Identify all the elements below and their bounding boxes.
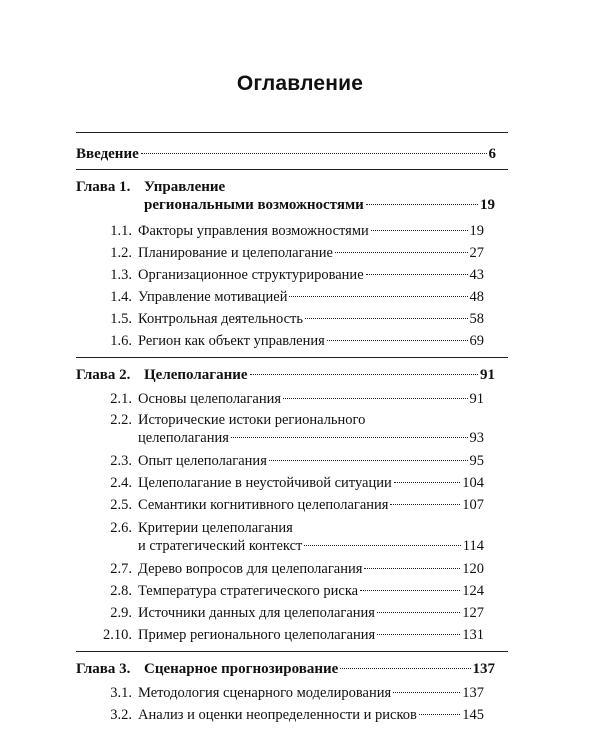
section-number: 2.3. (110, 453, 132, 469)
section-page: 137 (462, 685, 484, 701)
section-title: Семантики когнитивного целеполагания (138, 497, 389, 513)
section-title-line1: Исторические истоки регионального (138, 412, 366, 428)
section-page: 93 (469, 430, 484, 446)
section-title: Организационное структурирование (138, 267, 364, 283)
dot-leader (364, 568, 460, 569)
section-number: 1.3. (110, 267, 132, 283)
toc-intro-body (76, 145, 496, 163)
dot-leader (269, 460, 468, 461)
section-title: Опыт целеполагания (138, 453, 267, 469)
divider (76, 132, 508, 133)
section-title: Регион как объект управления (138, 333, 325, 349)
section-body (138, 390, 484, 408)
dot-leader (377, 612, 460, 613)
section-body (138, 288, 484, 306)
dot-leader (304, 545, 460, 546)
section-body (138, 222, 484, 240)
section-title: Целеполагание в неустойчивой ситуации (138, 475, 392, 491)
section-number: 2.4. (110, 475, 132, 491)
dot-leader (377, 634, 460, 635)
section-body (138, 684, 484, 702)
section-title: Факторы управления возможностями (138, 223, 369, 239)
chapter-page: 91 (480, 367, 495, 383)
section-body (138, 604, 484, 622)
section-page: 58 (469, 311, 484, 327)
dot-leader (335, 252, 468, 253)
section-title: и стратегический контекст (138, 538, 303, 554)
dot-leader (393, 692, 460, 693)
section-number: 2.10. (103, 627, 132, 643)
section-page: 145 (462, 707, 484, 723)
section-page: 120 (462, 561, 484, 577)
chapter-label: Глава 3. (76, 661, 131, 677)
section-title: Основы целеполагания (138, 391, 282, 407)
dot-leader (360, 590, 460, 591)
section-page: 124 (462, 583, 484, 599)
section-body (138, 452, 484, 470)
section-page: 69 (469, 333, 484, 349)
section-body (138, 474, 484, 492)
section-number: 2.2. (110, 412, 132, 428)
section-body (138, 332, 484, 350)
section-title: Методология сценарного моделирования (138, 685, 392, 701)
divider (76, 169, 508, 170)
dot-leader (394, 482, 461, 483)
chapter-page: 19 (480, 197, 495, 213)
section-title: Контрольная деятельность (138, 311, 303, 327)
section-body (138, 626, 484, 644)
chapter-label: Глава 1. (76, 179, 131, 195)
section-title: Анализ и оценки неопределенности и рисков (138, 707, 417, 723)
section-page: 127 (462, 605, 484, 621)
section-number: 1.2. (110, 245, 132, 261)
section-body (138, 582, 484, 600)
section-title: целеполагания (138, 430, 229, 446)
dot-leader (327, 340, 468, 341)
section-number: 3.1. (110, 685, 132, 701)
toc-intro-page: 6 (488, 146, 496, 162)
section-title: Управление мотивацией (138, 289, 288, 305)
dot-leader (371, 230, 468, 231)
section-page: 104 (462, 475, 484, 491)
chapter-label: Глава 2. (76, 367, 131, 383)
section-page: 19 (469, 223, 484, 239)
section-number: 2.9. (110, 605, 132, 621)
dot-leader (141, 153, 487, 154)
dot-leader (250, 374, 478, 375)
section-number: 2.8. (110, 583, 132, 599)
section-page: 95 (469, 453, 484, 469)
section-page: 91 (469, 391, 484, 407)
page-title: Оглавление (236, 72, 364, 95)
chapter-page: 137 (472, 661, 495, 677)
chapter-title: Сценарное прогнозирование (144, 661, 339, 677)
toc-intro-label: Введение (76, 146, 139, 162)
section-number: 2.1. (110, 391, 132, 407)
section-title-line1: Критерии целеполагания (138, 520, 293, 536)
section-number: 2.7. (110, 561, 132, 577)
section-number: 2.6. (110, 520, 132, 536)
section-body (138, 310, 484, 328)
section-number: 3.2. (110, 707, 132, 723)
section-page: 27 (469, 245, 484, 261)
chapter-title-line2: региональными возможностями (144, 197, 364, 213)
section-body (138, 244, 484, 262)
section-number: 1.4. (110, 289, 132, 305)
section-number: 1.6. (110, 333, 132, 349)
dot-leader (305, 318, 468, 319)
section-page: 107 (462, 497, 484, 513)
chapter-body (144, 660, 495, 678)
dot-leader (366, 204, 478, 205)
section-page: 131 (462, 627, 484, 643)
section-body (138, 706, 484, 724)
dot-leader (283, 398, 467, 399)
section-title: Температура стратегического риска (138, 583, 359, 599)
chapter-title: Целеполагание (144, 367, 248, 383)
section-title: Пример регионального целеполагания (138, 627, 376, 643)
section-page: 48 (469, 289, 484, 305)
section-body (138, 266, 484, 284)
dot-leader (419, 714, 460, 715)
chapter-title-line1: Управление (144, 179, 226, 195)
section-number: 1.5. (110, 311, 132, 327)
dot-leader (231, 437, 468, 438)
section-body (138, 537, 484, 555)
divider (76, 357, 508, 358)
chapter-body (144, 366, 495, 384)
section-body (138, 429, 484, 447)
dot-leader (390, 504, 460, 505)
dot-leader (340, 668, 470, 669)
chapter-body (144, 196, 495, 214)
section-body (138, 496, 484, 514)
section-number: 1.1. (110, 223, 132, 239)
section-page: 43 (469, 267, 484, 283)
section-title: Планирование и целеполагание (138, 245, 333, 261)
section-title: Источники данных для целеполагания (138, 605, 375, 621)
section-number: 2.5. (110, 497, 132, 513)
section-body (138, 560, 484, 578)
dot-leader (289, 296, 467, 297)
dot-leader (366, 274, 468, 275)
section-page: 114 (462, 538, 484, 554)
section-title: Дерево вопросов для целеполагания (138, 561, 363, 577)
divider (76, 651, 508, 652)
